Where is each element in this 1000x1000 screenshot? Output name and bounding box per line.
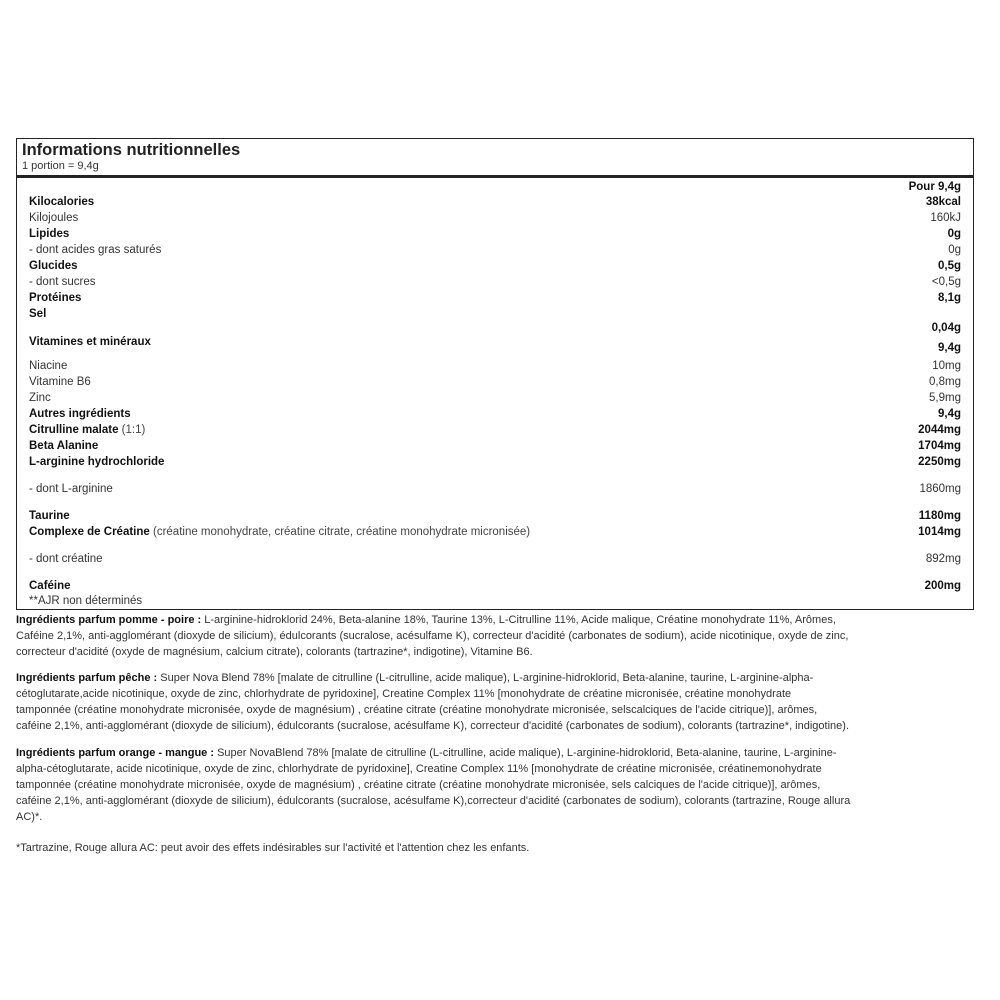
ingredient-line: [16, 628, 982, 644]
nutrient-label: [29, 243, 161, 257]
nutrient-label: [29, 439, 98, 453]
nutrition-row: [17, 525, 973, 539]
ingredient-text: caféine 2,1%, anti-agglomérant (dioxyde de silicium), édulcorants (sucralose, acésulfame K), correcteur d'acidité (carbonates de sodium), colorants (tartrazine*, indigotine).: [16, 720, 849, 732]
nutrient-name: Citrulline malate: [29, 424, 119, 436]
nutrition-row: [17, 195, 973, 209]
ingredient-line: [16, 718, 982, 734]
nutrient-name: Taurine: [29, 510, 70, 522]
ingredient-line: [16, 793, 982, 809]
nutrient-label: [29, 407, 131, 421]
nutrient-name: - dont L-arginine: [29, 483, 113, 495]
nutrition-row: [17, 307, 973, 335]
ingredient-text: alpha-cétoglutarate, acide nicotinique, oxyde de zinc, chlorhydrate de pyridoxine], Creatine Complex 11% [monohydrate de créatine micronisée, créatinemonohydrate: [16, 763, 822, 775]
nutrient-label: [29, 307, 46, 321]
nutrient-value: 1180mg: [918, 510, 961, 522]
nutrient-label: [29, 359, 67, 373]
ingredient-text: tamponnée (créatine monohydrate micronisée, oxyde de magnésium) , créatine citrate (créatine monohydrate micronisée, selscalciques de l'acide citrique)], arômes,: [16, 704, 818, 716]
nutrient-name: Niacine: [29, 360, 68, 372]
nutrient-value: 1014mg: [918, 526, 961, 538]
ingredient-text: Super NovaBlend 78% [malate de citrulline (L-citrulline, acide malique), L-arginine-hidroklorid, Beta-alanine, taurine, L-arginine-: [217, 747, 837, 759]
ingredient-line: [16, 702, 982, 718]
ingredient-text: Super Nova Blend 78% [malate de citrulline (L-citrulline, acide malique), L-arginine-hidroklorid, Beta-alanine, taurine, L-arginine-alpha-: [160, 672, 814, 684]
nutrient-value: 160kJ: [930, 212, 961, 224]
column-header-row: [17, 180, 973, 194]
nutrient-name: Vitamine B6: [29, 376, 91, 388]
nutrient-name: Glucides: [29, 260, 78, 272]
nutrient-label: [29, 259, 78, 273]
panel-title: Informations nutritionnelles: [22, 141, 241, 159]
ingredient-line: [16, 809, 982, 825]
ingredient-text: L-arginine-hidroklorid 24%, Beta-alanine 18%, Taurine 13%, L-Citrulline 11%, Acide malique, Créatine monohydrate 11%, Arômes,: [204, 614, 836, 626]
nutrient-name: Lipides: [29, 228, 70, 240]
nutrient-name: Beta Alanine: [29, 440, 99, 452]
nutrient-value: 2044mg: [918, 424, 961, 436]
nutrient-name: Kilojoules: [29, 212, 79, 224]
nutrient-name: Caféine: [29, 580, 71, 592]
nutrition-row: [17, 391, 973, 405]
column-header: Pour 9,4g: [908, 181, 961, 193]
nutrient-value: 9,4g: [937, 342, 961, 354]
nutrition-row: [17, 359, 973, 373]
nutrient-name: **AJR non déterminés: [29, 595, 143, 607]
nutrient-value: 8,1g: [937, 292, 961, 304]
ingredient-text: cétoglutarate,acide nicotinique, oxyde de zinc, chlorhydrate de pyridoxine], Creatine Complex 11% [monohydrate de créatine micronisée, créatine monohydrate: [16, 688, 792, 700]
nutrient-label: [29, 195, 94, 209]
nutrient-name: Zinc: [29, 392, 51, 404]
nutrition-row: [17, 275, 973, 289]
ingredient-line: [16, 686, 982, 702]
nutrition-row: [17, 243, 973, 257]
nutrient-value: 9,4g: [937, 408, 961, 420]
ingredient-line: [16, 670, 982, 686]
nutrient-value: 0,04g: [931, 322, 961, 334]
nutrient-value: 0g: [948, 244, 961, 256]
ingredient-title: Ingrédients parfum pomme - poire :: [16, 614, 202, 626]
nutrient-note: (créatine monohydrate, créatine citrate, créatine monohydrate micronisée): [153, 526, 531, 538]
nutrition-row: [17, 335, 973, 355]
nutrition-row: [17, 227, 973, 241]
ingredient-text: caféine 2,1%, anti-agglomérant (dioxyde de silicium), édulcorants (sucralose, acésulfame K),correcteur d'acidité (carbonates de sodium), colorants (tartrazine, Rouge allura: [16, 795, 851, 807]
nutrient-name: - dont acides gras saturés: [29, 244, 162, 256]
nutrition-row: [17, 509, 973, 523]
nutrient-value: 10mg: [932, 360, 961, 372]
nutrient-value: 200mg: [924, 580, 961, 592]
nutrient-value: 38kcal: [925, 196, 961, 208]
nutrient-label: [29, 391, 51, 405]
nutrient-label: [29, 423, 145, 437]
ingredient-line: [16, 612, 982, 628]
nutrient-name: Complexe de Créatine: [29, 526, 150, 538]
nutrient-value: 892mg: [925, 553, 961, 565]
nutrition-row: [17, 407, 973, 421]
nutrition-row: [17, 439, 973, 453]
ingredient-line: [16, 777, 982, 793]
nutrient-label: [29, 552, 103, 566]
nutrition-row: [17, 552, 973, 566]
nutrient-value: 1704mg: [918, 440, 961, 452]
nutrition-panel: [16, 138, 974, 610]
nutrient-value: 0g: [947, 228, 961, 240]
nutrition-row: [17, 482, 973, 496]
nutrient-label: [29, 291, 81, 305]
footnote: *Tartrazine, Rouge allura AC: peut avoir des effets indésirables sur l'activité et l'attention chez les enfants.: [16, 842, 530, 854]
nutrient-note: (1:1): [121, 424, 146, 436]
nutrient-value: 2250mg: [918, 456, 961, 468]
ingredient-block: [16, 612, 982, 660]
nutrient-value: <0,5g: [931, 276, 961, 288]
ingredient-text: correcteur d'acidité (oxyde de magnésium, calcium citrate), colorants (tartrazine*, indigotine), Vitamine B6.: [16, 646, 533, 658]
nutrition-row: [17, 211, 973, 225]
nutrition-row: [17, 259, 973, 273]
serving-size: 1 portion = 9,4g: [22, 160, 99, 172]
nutrition-row: [17, 423, 973, 437]
ingredient-title: Ingrédients parfum orange - mangue :: [16, 747, 215, 759]
nutrient-label: [29, 227, 69, 241]
nutrition-row: [17, 291, 973, 305]
nutrient-value: 5,9mg: [929, 392, 961, 404]
nutrient-label: [29, 594, 142, 608]
nutrient-value: 0,8mg: [929, 376, 961, 388]
nutrient-name: Autres ingrédients: [29, 408, 131, 420]
nutrient-value: 0,5g: [937, 260, 961, 272]
ingredient-line: [16, 761, 982, 777]
nutrient-label: [29, 275, 95, 289]
panel-header: [17, 139, 973, 178]
ingredient-block: [16, 670, 982, 734]
ingredient-text: AC)*.: [16, 811, 43, 823]
nutrient-name: Protéines: [29, 292, 82, 304]
ingredient-title: Ingrédients parfum pêche :: [16, 672, 158, 684]
nutrition-row: [17, 455, 973, 469]
nutrient-name: Vitamines et minéraux: [29, 336, 151, 348]
nutrient-label: [29, 335, 151, 349]
nutrient-label: [29, 211, 78, 225]
nutrient-label: [29, 525, 530, 539]
nutrient-name: Kilocalories: [29, 196, 95, 208]
nutrient-label: [29, 509, 70, 523]
nutrition-row: [17, 375, 973, 389]
nutrient-name: L-arginine hydrochloride: [29, 456, 165, 468]
nutrient-name: - dont créatine: [29, 553, 103, 565]
nutrient-label: [29, 482, 113, 496]
nutrient-name: - dont sucres: [29, 276, 96, 288]
ingredient-text: Caféine 2,1%, anti-agglomérant (dioxyde de silicium), édulcorants (sucralose, acésulfame K), correcteur d'acidité (carbonates de sodium), acide nicotinique, oxyde de zinc,: [16, 630, 849, 642]
nutrient-label: [29, 579, 71, 593]
nutrient-label: [29, 455, 164, 469]
nutrient-label: [29, 375, 91, 389]
ingredient-text: tamponnée (créatine monohydrate micronisée, oxyde de magnésium) , créatine citrate (créatine monohydrate micronisée, sels calciques de l'acide citrique)], arômes,: [16, 779, 821, 791]
nutrition-row: [17, 579, 973, 593]
nutrition-row: [17, 594, 973, 608]
nutrient-value: 1860mg: [919, 483, 961, 495]
nutrient-name: Sel: [29, 308, 47, 320]
ingredient-line: [16, 745, 982, 761]
ingredient-line: [16, 644, 982, 660]
ingredient-block: [16, 745, 982, 825]
